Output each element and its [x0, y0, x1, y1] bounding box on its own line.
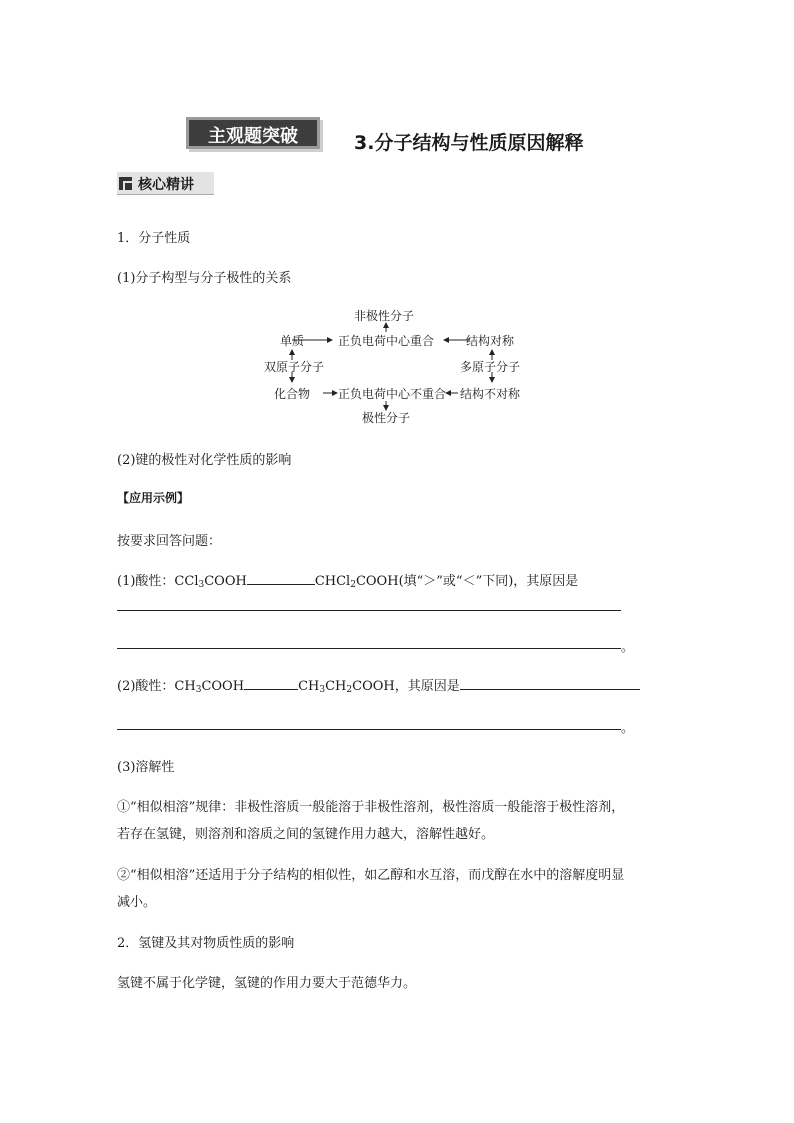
q1-end-mark: 。	[621, 640, 635, 655]
q2-end-mark: 。	[621, 721, 635, 736]
page-title: 3.分子结构与性质原因解释	[354, 132, 584, 154]
q2-prefix: (2)酸性：	[117, 679, 175, 694]
q2-formula-b: $CH_3CH_2COOH$	[298, 679, 395, 695]
q2-suffix: ，其原因是	[394, 679, 460, 694]
q1-prefix: (1)酸性：	[117, 574, 175, 589]
item2-heading: 2．氢键及其对物质性质的影响	[117, 936, 295, 951]
q1-answer-line-2[interactable]	[117, 648, 621, 649]
section-tag	[117, 172, 214, 195]
example-tag: 【应用示例】	[117, 491, 190, 505]
item2-text: 氢键不属于化学键，氢键的作用力要大于范德华力。	[117, 976, 417, 991]
node-nonpolar-molecule: 非极性分子	[354, 309, 415, 323]
item1-sub2: (2)键的极性对化学性质的影响	[117, 453, 292, 468]
node-symmetric: 结构对称	[466, 334, 515, 348]
node-charge-coincide: 正负电荷中心重合	[338, 334, 435, 348]
q1-formula-a: CCl$_3$COOH	[174, 574, 247, 590]
q3-p2-line2: 减小。	[117, 895, 157, 910]
node-diatomic: 双原子分子	[264, 360, 325, 374]
section-marker-icon	[119, 177, 132, 190]
q2-formula-a: $CH_3COOH$	[174, 679, 245, 695]
banner-label: 主观题突破	[208, 126, 298, 147]
q3-heading: (3)溶解性	[117, 760, 175, 775]
node-polar-molecule: 极性分子	[362, 411, 411, 425]
q2-answer-line[interactable]	[117, 729, 621, 730]
q3-p1-line1: ①“相似相溶”规律：非极性溶质一般能溶于非极性溶剂，极性溶质一般能溶于极性溶剂，	[117, 800, 625, 815]
polarity-diagram	[250, 302, 550, 432]
node-element: 单质	[280, 334, 305, 348]
topic-banner	[186, 117, 320, 149]
q1-compare-blank[interactable]	[247, 570, 315, 585]
q1-line	[117, 570, 578, 590]
node-polyatomic: 多原子分子	[460, 360, 521, 374]
node-charge-not-coincide: 正负电荷中心不重合	[338, 387, 447, 401]
q2-compare-blank[interactable]	[244, 675, 298, 690]
q3-p2-line1: ②“相似相溶”还适用于分子结构的相似性，如乙醇和水互溶，而戊醇在水中的溶解度明显	[117, 868, 625, 883]
example-prompt: 按要求回答问题：	[117, 534, 222, 549]
node-compound: 化合物	[274, 387, 311, 401]
q1-suffix: (填“＞”或“＜”下同)，其原因是	[398, 574, 579, 589]
node-asymmetric: 结构不对称	[460, 387, 521, 401]
section-label: 核心精讲	[138, 177, 194, 193]
q1-formula-b: CHCl$_2$COOH	[314, 574, 399, 590]
item1-heading: 1．分子性质	[117, 231, 191, 246]
q3-p1-line2: 若存在氢键，则溶剂和溶质之间的氢键作用力越大，溶解性越好。	[117, 827, 495, 842]
q1-answer-line-1[interactable]	[117, 610, 621, 611]
item1-sub1: (1)分子构型与分子极性的关系	[117, 271, 292, 286]
q2-reason-blank[interactable]	[460, 675, 640, 690]
q2-line	[117, 675, 640, 695]
